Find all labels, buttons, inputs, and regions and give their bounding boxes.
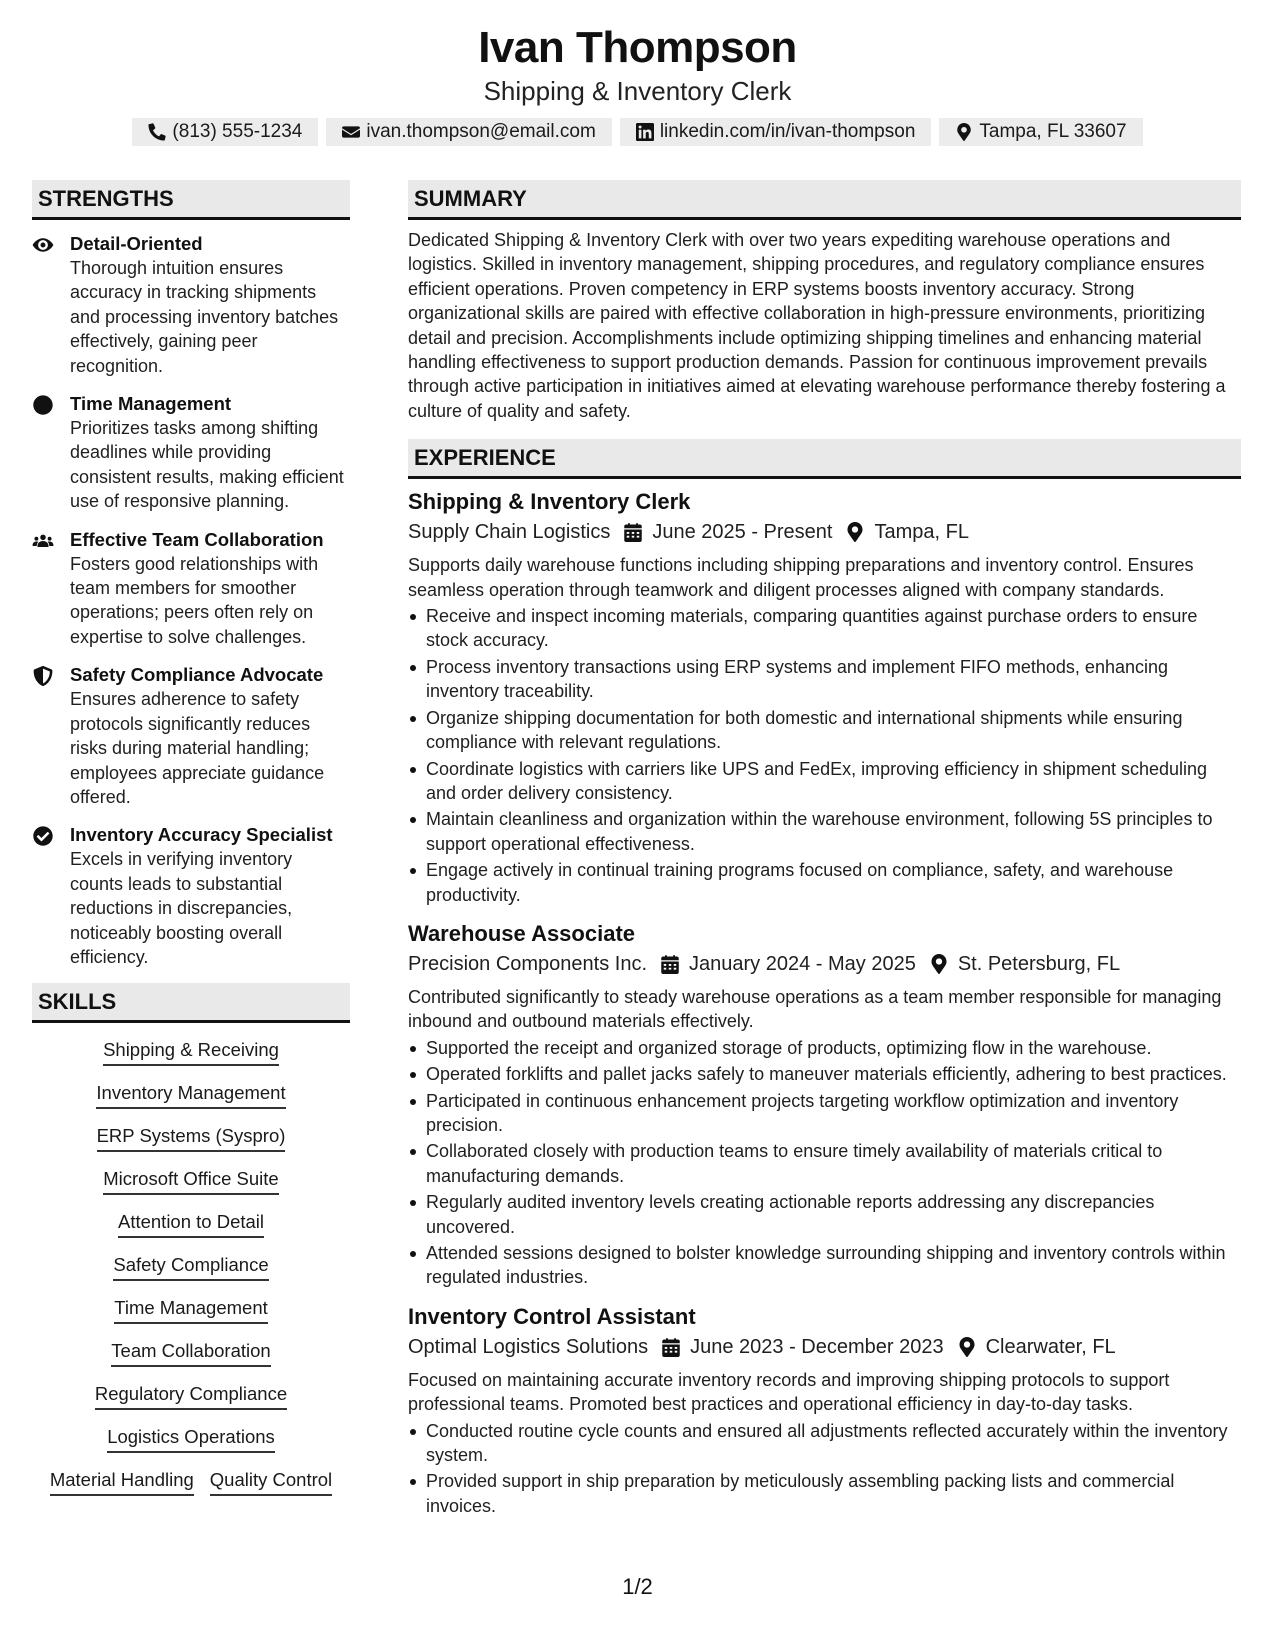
bullet-item: Engage actively in continual training programs focused on compliance, safety, and warehouse productivity.	[408, 858, 1241, 907]
bullet-item: Maintain cleanliness and organization within the warehouse environment, following 5S principles to support operational effectiveness.	[408, 807, 1241, 856]
calendar-icon	[624, 522, 642, 542]
linkedin-text: linkedin.com/in/ivan-thompson	[659, 121, 916, 142]
strength-item	[32, 663, 350, 809]
bullet-item: Coordinate logistics with carriers like UPS and FedEx, improving efficiency in shipment scheduling and order delivery consistency.	[408, 757, 1241, 806]
job-entry	[408, 919, 1241, 1290]
strength-title: Time Management	[70, 393, 232, 415]
skill-tag: Team Collaboration	[111, 1338, 270, 1367]
job-description: Supports daily warehouse functions including shipping preparations and inventory control. Ensures seamless operation through teamwork and diligent processes aligned with company standards.	[408, 555, 1194, 600]
skill-tag: Regulatory Compliance	[95, 1381, 287, 1410]
skill-tag: Microsoft Office Suite	[103, 1166, 278, 1195]
job-location: Clearwater, FL	[985, 1335, 1116, 1358]
skill-tag: Quality Control	[210, 1467, 332, 1496]
phone-icon	[148, 123, 166, 141]
bullet-item: Collaborated closely with production teams to ensure timely availability of materials critical to manufacturing demands.	[408, 1139, 1241, 1188]
contact-location	[939, 118, 1142, 146]
summary-heading: SUMMARY	[408, 180, 1241, 220]
skills-list	[32, 1037, 350, 1496]
skill-tag: Safety Compliance	[113, 1252, 268, 1281]
summary-text: Dedicated Shipping & Inventory Clerk with over two years expediting warehouse operations and logistics. Skilled in inventory management, shipping procedures, and regulatory compliance ensures efficient operations. Proven competency in ERP systems boosts inventory accuracy. Strong organizational skills are paired with effective collaboration in high-pressure environments, prioritizing detail and precision. Accomplishments include optimizing shipping timelines and enhancing material handling effectiveness to support production demands. Passion for continuous improvement prevails through active participation in initiatives aimed at elevating warehouse performance thereby fostering a culture of quality and safety.	[408, 230, 1226, 421]
job-entry	[408, 487, 1241, 907]
job-title: Shipping & Inventory Clerk	[408, 489, 691, 515]
map-pin-icon	[930, 954, 948, 974]
strength-title: Detail-Oriented	[70, 233, 203, 254]
bullet-item: Conducted routine cycle counts and ensured all adjustments reflected accurately within the inventory system.	[408, 1419, 1241, 1468]
right-column	[408, 180, 1241, 1520]
bullet-item: Receive and inspect incoming materials, comparing quantities against purchase orders to ensure stock accuracy.	[408, 604, 1241, 653]
strength-description: Excels in verifying inventory counts leads to substantial reductions in discrepancies, noticeably boosting overall efficiency.	[70, 849, 293, 967]
candidate-title: Shipping & Inventory Clerk	[483, 76, 792, 106]
map-pin-icon	[958, 1337, 976, 1357]
shield-icon	[32, 666, 54, 686]
contact-bar	[0, 118, 1275, 146]
strength-item	[32, 823, 350, 969]
job-bullets	[408, 1036, 1241, 1290]
phone-text: (813) 555-1234	[172, 121, 303, 142]
job-dates: January 2024 - May 2025	[689, 952, 916, 975]
contact-email[interactable]	[326, 118, 611, 146]
strength-description: Prioritizes tasks among shifting deadlines while providing consistent results, making efficient use of responsive planning.	[70, 418, 344, 512]
strength-item	[32, 392, 350, 514]
job-meta	[408, 949, 1241, 979]
candidate-name: Ivan Thompson	[478, 23, 797, 72]
job-meta	[408, 1332, 1241, 1362]
job-title: Warehouse Associate	[408, 920, 636, 946]
bullet-item: Attended sessions designed to bolster knowledge surrounding shipping and inventory controls within regulated industries.	[408, 1241, 1241, 1290]
page-number: 1/2	[622, 1574, 653, 1599]
strength-description: Thorough intuition ensures accuracy in tracking shipments and processing inventory batches effectively, gaining peer recognition.	[70, 258, 339, 376]
bullet-item: Operated forklifts and pallet jacks safely to maneuver materials efficiently, adhering to best practices.	[408, 1062, 1241, 1086]
skill-tag: Inventory Management	[96, 1080, 285, 1109]
linkedin-icon	[636, 123, 654, 141]
bullet-item: Process inventory transactions using ERP systems and implement FIFO methods, enhancing inventory traceability.	[408, 655, 1241, 704]
job-meta	[408, 517, 1241, 547]
email-text: ivan.thompson@email.com	[366, 121, 596, 142]
bullet-item: Provided support in ship preparation by meticulously assembling packing lists and commercial invoices.	[408, 1469, 1241, 1518]
skill-tag: Shipping & Receiving	[103, 1037, 279, 1066]
company-name: Optimal Logistics Solutions	[408, 1335, 649, 1358]
strength-description: Ensures adherence to safety protocols significantly reduces risks during material handling; employees appreciate guidance offered.	[70, 689, 325, 807]
company-name: Precision Components Inc.	[408, 952, 648, 975]
strength-title: Safety Compliance Advocate	[70, 664, 324, 686]
calendar-icon	[661, 954, 679, 974]
map-pin-icon	[846, 522, 864, 542]
bullet-item: Participated in continuous enhancement projects targeting workflow optimization and inventory precision.	[408, 1089, 1241, 1138]
strengths-list	[32, 232, 350, 969]
job-location: Tampa, FL	[874, 521, 969, 544]
experience-heading: EXPERIENCE	[408, 439, 1241, 479]
strength-description: Fosters good relationships with team members for smoother operations; peers often rely on expertise to solve challenges.	[70, 553, 319, 647]
job-description: Contributed significantly to steady warehouse operations as a team member responsible for managing inbound and outbound materials effectively.	[408, 986, 1222, 1032]
strength-title: Effective Team Collaboration	[70, 528, 324, 550]
check-circle-icon	[32, 826, 54, 846]
bullet-item: Organize shipping documentation for both domestic and international shipments while ensuring compliance with relevant regulations.	[408, 706, 1241, 755]
job-description: Focused on maintaining accurate inventory records and improving shipping protocols to support professional teams. Promoted best practices and operational efficiency in day-to-day tasks.	[408, 1369, 1170, 1415]
envelope-icon	[342, 123, 360, 141]
job-dates: June 2023 - December 2023	[690, 1335, 944, 1358]
bullet-item: Regularly audited inventory levels creating actionable reports addressing any discrepancies uncovered.	[408, 1190, 1241, 1239]
skills-heading: SKILLS	[32, 983, 350, 1023]
company-name: Supply Chain Logistics	[408, 521, 611, 544]
strength-item	[32, 232, 350, 378]
location-text: Tampa, FL 33607	[979, 121, 1127, 142]
left-column	[32, 180, 350, 1496]
users-icon	[32, 531, 54, 551]
job-title: Inventory Control Assistant	[408, 1303, 696, 1329]
resume-header	[0, 22, 1275, 146]
job-location: St. Petersburg, FL	[957, 952, 1121, 975]
job-dates: June 2025 - Present	[652, 521, 833, 544]
skill-tag: ERP Systems (Syspro)	[97, 1123, 286, 1152]
skill-tag: Logistics Operations	[107, 1424, 275, 1453]
clock-icon	[32, 395, 54, 415]
skill-tag: Material Handling	[50, 1467, 194, 1496]
calendar-icon	[662, 1337, 680, 1357]
job-bullets	[408, 1419, 1241, 1519]
job-bullets	[408, 604, 1241, 907]
contact-linkedin[interactable]	[620, 118, 932, 146]
skill-tag: Attention to Detail	[118, 1209, 264, 1238]
job-entry	[408, 1302, 1241, 1518]
strength-title: Inventory Accuracy Specialist	[70, 824, 333, 846]
eye-icon	[32, 235, 54, 255]
bullet-item: Supported the receipt and organized storage of products, optimizing flow in the warehouse.	[408, 1036, 1241, 1060]
contact-phone[interactable]	[132, 118, 318, 146]
strength-item	[32, 528, 350, 650]
skill-tag: Time Management	[114, 1295, 268, 1324]
strengths-heading: STRENGTHS	[32, 180, 350, 220]
map-pin-icon	[955, 123, 973, 141]
